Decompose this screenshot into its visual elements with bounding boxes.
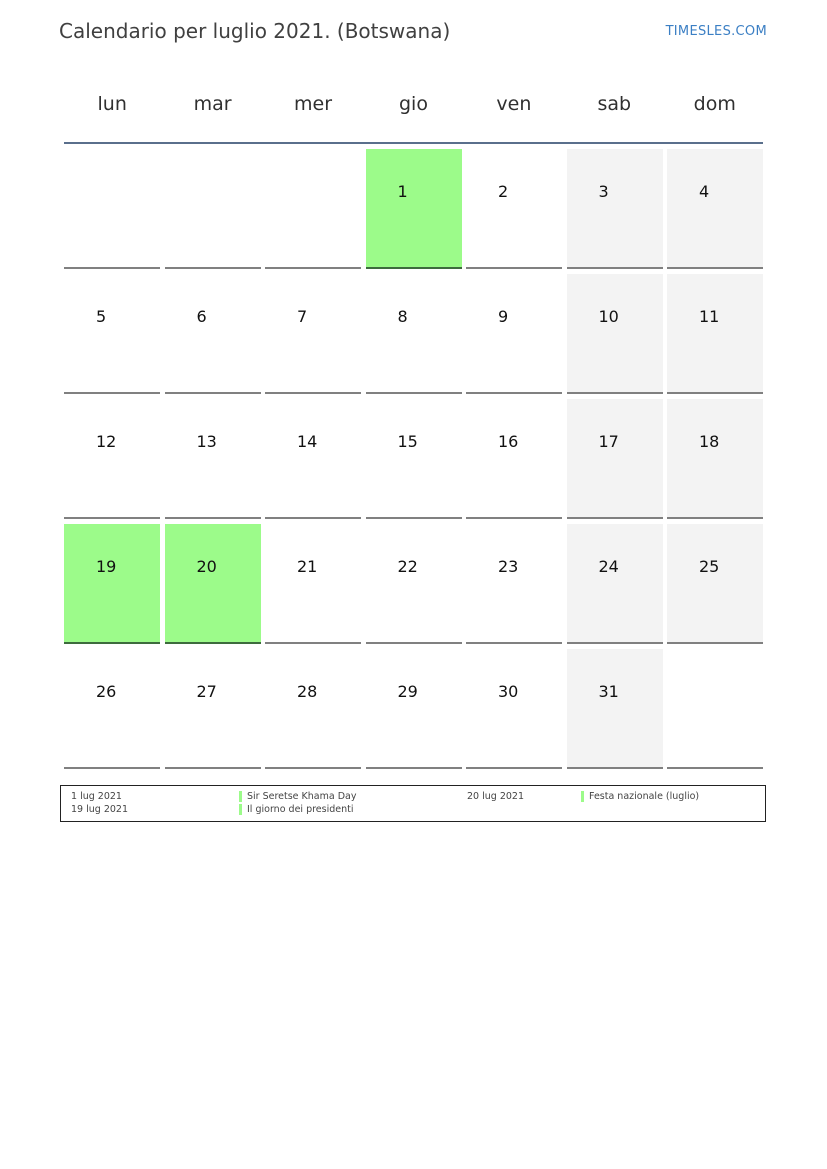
day-number: 17 bbox=[598, 432, 619, 451]
calendar-week-row bbox=[64, 149, 765, 274]
legend-holiday-name: Festa nazionale (luglio) bbox=[589, 791, 700, 802]
day-number: 12 bbox=[96, 432, 117, 451]
day-cell[interactable] bbox=[667, 524, 763, 644]
day-cell[interactable] bbox=[64, 274, 160, 394]
day-number: 20 bbox=[196, 557, 217, 576]
day-number: 26 bbox=[96, 682, 117, 701]
day-number: 2 bbox=[498, 182, 509, 201]
day-number: 10 bbox=[598, 307, 619, 326]
day-number: 11 bbox=[699, 307, 720, 326]
legend-date: 19 lug 2021 bbox=[71, 804, 128, 815]
calendar-week-row bbox=[64, 524, 765, 649]
day-cell[interactable] bbox=[366, 399, 462, 519]
weekday-sun: dom bbox=[693, 93, 736, 115]
day-cell[interactable] bbox=[366, 649, 462, 769]
day-cell[interactable] bbox=[567, 399, 663, 519]
legend-date: 1 lug 2021 bbox=[71, 791, 122, 802]
day-number: 30 bbox=[498, 682, 519, 701]
day-number: 6 bbox=[196, 307, 207, 326]
weekday-fri: ven bbox=[496, 93, 532, 115]
weekday-header bbox=[62, 82, 765, 126]
day-number: 8 bbox=[397, 307, 408, 326]
day-cell[interactable] bbox=[165, 524, 261, 644]
weekday-mon: lun bbox=[97, 93, 127, 115]
day-cell[interactable] bbox=[64, 399, 160, 519]
day-cell[interactable] bbox=[667, 274, 763, 394]
day-cell[interactable] bbox=[466, 149, 562, 269]
weekday-tue: mar bbox=[193, 93, 232, 115]
day-cell[interactable] bbox=[567, 649, 663, 769]
day-cell[interactable] bbox=[366, 274, 462, 394]
day-number: 24 bbox=[598, 557, 619, 576]
day-cell[interactable] bbox=[165, 649, 261, 769]
day-number: 19 bbox=[96, 557, 117, 576]
day-number: 25 bbox=[699, 557, 720, 576]
day-number: 28 bbox=[297, 682, 318, 701]
weekday-wed: mer bbox=[294, 93, 333, 115]
header-divider bbox=[64, 142, 763, 144]
day-cell[interactable] bbox=[567, 274, 663, 394]
day-cell[interactable] bbox=[466, 524, 562, 644]
legend-date: 20 lug 2021 bbox=[467, 791, 524, 802]
weekday-sat: sab bbox=[597, 93, 632, 115]
legend-holiday-name: Sir Seretse Khama Day bbox=[247, 791, 357, 802]
day-cell[interactable] bbox=[165, 274, 261, 394]
day-number: 1 bbox=[397, 182, 408, 201]
day-cell[interactable] bbox=[165, 399, 261, 519]
day-cell[interactable] bbox=[567, 524, 663, 644]
day-cell[interactable] bbox=[265, 649, 361, 769]
calendar-week-row bbox=[64, 649, 765, 774]
holiday-marker bbox=[239, 791, 242, 802]
weekday-thu: gio bbox=[398, 93, 428, 115]
day-number: 7 bbox=[297, 307, 308, 326]
day-number: 21 bbox=[297, 557, 318, 576]
day-cell[interactable] bbox=[366, 149, 462, 269]
day-number: 23 bbox=[498, 557, 519, 576]
legend-holiday-name: Il giorno dei presidenti bbox=[247, 804, 354, 815]
day-cell[interactable] bbox=[667, 399, 763, 519]
day-number: 16 bbox=[498, 432, 519, 451]
day-cell[interactable] bbox=[466, 399, 562, 519]
day-number: 9 bbox=[498, 307, 509, 326]
day-cell[interactable] bbox=[64, 524, 160, 644]
day-number: 3 bbox=[598, 182, 609, 201]
day-number: 18 bbox=[699, 432, 720, 451]
day-cell[interactable] bbox=[64, 649, 160, 769]
day-cell[interactable] bbox=[567, 149, 663, 269]
day-cell[interactable] bbox=[466, 274, 562, 394]
day-number: 13 bbox=[196, 432, 217, 451]
day-cell[interactable] bbox=[265, 524, 361, 644]
holiday-marker bbox=[581, 791, 584, 802]
day-number: 29 bbox=[397, 682, 418, 701]
day-cell[interactable] bbox=[265, 399, 361, 519]
empty-day-cell bbox=[265, 149, 361, 269]
day-cell[interactable] bbox=[667, 149, 763, 269]
calendar-week-row bbox=[64, 274, 765, 399]
day-cell[interactable] bbox=[265, 274, 361, 394]
holiday-legend bbox=[60, 785, 766, 822]
day-number: 27 bbox=[196, 682, 217, 701]
page-title: Calendario per luglio 2021. (Botswana) bbox=[59, 19, 451, 43]
day-number: 5 bbox=[96, 307, 107, 326]
empty-day-cell bbox=[667, 649, 763, 769]
day-number: 4 bbox=[699, 182, 710, 201]
day-cell[interactable] bbox=[366, 524, 462, 644]
empty-day-cell bbox=[64, 149, 160, 269]
holiday-marker bbox=[239, 804, 242, 815]
calendar-grid bbox=[64, 149, 765, 774]
brand-link[interactable]: TIMESLES.COM bbox=[665, 24, 767, 39]
day-number: 22 bbox=[397, 557, 418, 576]
day-number: 31 bbox=[598, 682, 619, 701]
calendar-week-row bbox=[64, 399, 765, 524]
day-cell[interactable] bbox=[466, 649, 562, 769]
empty-day-cell bbox=[165, 149, 261, 269]
day-number: 15 bbox=[397, 432, 418, 451]
day-number: 14 bbox=[297, 432, 318, 451]
